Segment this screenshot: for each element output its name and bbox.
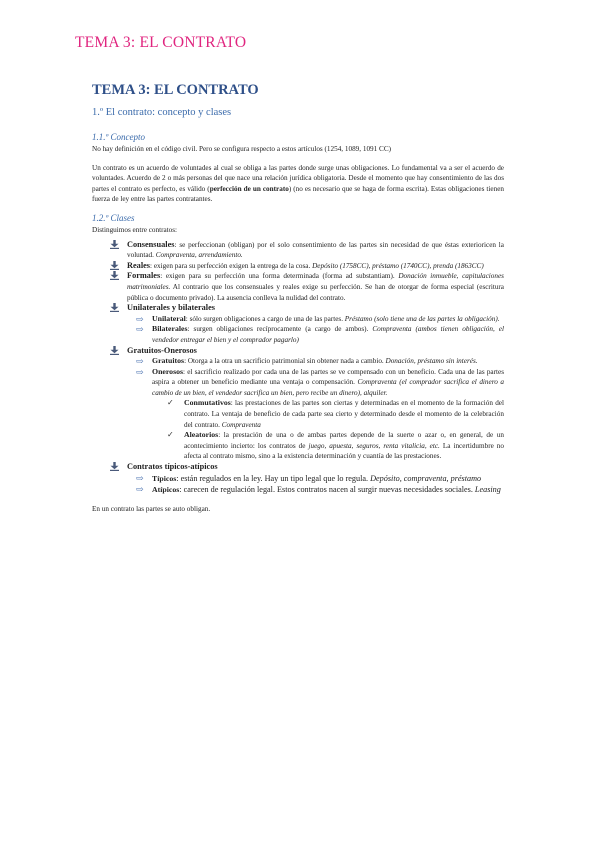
outline-arrow-icon: ⇨: [136, 356, 144, 367]
subsection-heading-clases: 1.2.º Clases: [92, 212, 135, 223]
outline-arrow-icon: ⇨: [136, 313, 144, 324]
subsublist-item-conmutativos: ✓ Conmutativos: las prestaciones de las partes son ciertas y determinadas en el momento de la formación del contrato. La ventaja de beneficio de cada parte sea cierto y determinado desde el momento de la celebración del contrato. Compraventa: [167, 398, 504, 429]
list-item-consensuales: Consensuales: se perfeccionan (obligan) por el solo consentimiento de las partes sin necesidad de que éstas exterioricen la voluntad. Compraventa, arrendamiento.: [110, 240, 504, 261]
download-arrow-icon: [110, 462, 122, 471]
subsection-heading-concepto: 1.1.º Concepto: [92, 132, 146, 142]
subsublist-item-aleatorios: ✓ Aleatorios: la prestación de una o de ambas partes depende de la suerte o azar o, en general, de un acontecimiento incierto: los contratos de juego, apuesta, seguros, renta vitalicia, etc. La incertidumbre no afecta al contrato mismo, sino a la existencia determinación y cuantía de las prestaciones.: [167, 430, 504, 461]
download-arrow-icon: [110, 303, 122, 312]
download-arrow-icon: [110, 261, 122, 270]
list-item-gratuitos-onerosos: Gratuitos-Onerosos: [110, 346, 504, 357]
list-item-formales: Formales: exigen para su perfección una forma determinada (forma ad substantiam). Donación inmueble, capitulaciones matrimoniales. Al contrario que los consensuales y reales exige su perfección. Se han de otorgar de forma especial (escritura pública o documento privado). La ausencia conlleva la nulidad del contrato.: [110, 271, 504, 303]
sublist-item-onerosos: ⇨ Onerosos: el sacrificio realizado por cada una de las partes se ve compensado con un beneficio. Cada una de las partes aspira a obtener un beneficio mediante una ventaja o compensación. Compraventa (el comprador sacrifica el dinero a cambio de un bien, el vendedor sacrifica un bien, pero recibe un dinero), alquiler.: [136, 366, 504, 397]
sublist-item-bilaterales: ⇨ Bilaterales: surgen obligaciones recíprocamente (a cargo de ambos). Compraventa (ambos tienen obligación, el vendedor entregar el bien y el comprador pagarlo): [136, 324, 504, 344]
download-arrow-icon: [110, 346, 122, 355]
page-header: TEMA 3: EL CONTRATO: [75, 34, 247, 51]
outline-arrow-icon: ⇨: [136, 484, 144, 495]
concept-paragraph: Un contrato es un acuerdo de voluntades al cual se obliga a las partes donde surge unas obligaciones. Lo fundamental va a ser el acuerdo de voluntades. Acuerdo de 2 o más personas del que nace una relación jurídica obligatoria. Desde el momento que hay consentimiento de las dos partes el contrato es perfecto, es válido (perfección de un contrato) (no es necesario que se haga de forma escrita). Estas obligaciones tienen fuerza de ley entre las partes contratantes.: [92, 163, 504, 204]
list-item-unilaterales-bilaterales: Unilaterales y bilaterales: [110, 303, 504, 314]
sublist-item-atipicos: ⇨ Atípicos: carecen de regulación legal. Estos contratos nacen al surgir nuevas necesidades sociales. Leasing: [136, 484, 501, 495]
document-title: TEMA 3: EL CONTRATO: [92, 82, 259, 98]
sublist-item-gratuitos: ⇨ Gratuitos: Otorga a la otra un sacrificio patrimonial sin obtener nada a cambio. Donación, préstamo sin interés.: [136, 356, 478, 367]
concept-intro: No hay definición en el código civil. Pero se configura respecto a estos artículos (1254, 1089, 1091 CC): [92, 145, 392, 153]
outline-arrow-icon: ⇨: [136, 366, 144, 377]
closing-sentence: En un contrato las partes se auto obligan.: [92, 504, 211, 513]
outline-arrow-icon: ⇨: [136, 472, 144, 483]
sublist-item-tipicos: ⇨ Típicos: están regulados en la ley. Hay un tipo legal que lo regula. Depósito, compraventa, préstamo: [136, 472, 482, 483]
list-item-tipicos-atipicos: Contratos típicos-atípicos: [110, 462, 504, 473]
check-icon: ✓: [167, 430, 174, 440]
download-arrow-icon: [110, 240, 122, 249]
download-arrow-icon: [110, 271, 122, 280]
outline-arrow-icon: ⇨: [136, 324, 144, 335]
classes-intro: Distinguimos entre contratos:: [92, 225, 178, 234]
sublist-item-unilateral: ⇨ Unilateral: sólo surgen obligaciones a cargo de una de las partes. Préstamo (solo tiene una de las partes la obligación).: [136, 313, 500, 324]
check-icon: ✓: [167, 398, 174, 408]
section-heading: 1.º El contrato: concepto y clases: [92, 107, 232, 118]
document-body: [92, 107, 504, 514]
list-item-reales: Reales: exigen para su perfección exigen la entrega de la cosa. Depósito (1758CC), préstamo (1740CC), prenda (1863CC): [110, 261, 504, 272]
